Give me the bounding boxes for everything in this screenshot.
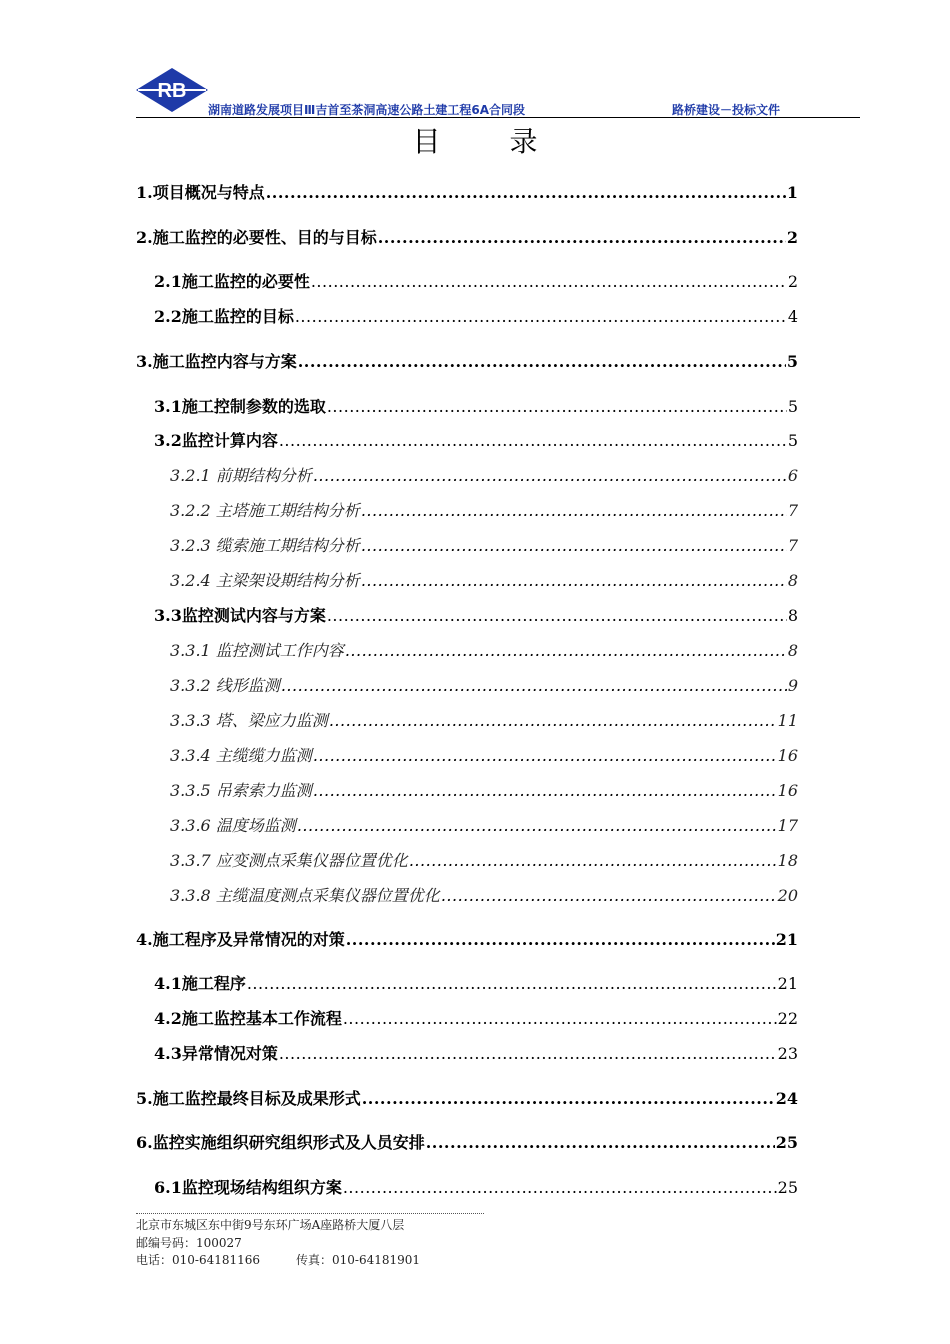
toc-entry[interactable] (154, 1006, 798, 1029)
toc-entry-page: 5 (787, 397, 798, 416)
toc-entry[interactable] (154, 269, 798, 292)
toc-entry[interactable] (154, 304, 798, 327)
toc-leader-dots (279, 1044, 777, 1063)
toc-entry-label: 3.3.4 主缆缆力监测 (170, 746, 312, 765)
toc-entry[interactable] (154, 603, 798, 626)
toc-entry[interactable] (154, 1175, 798, 1198)
toc-leader-dots (361, 536, 787, 555)
toc-entry-page: 8 (787, 606, 798, 625)
toc-leader-dots (362, 1089, 775, 1108)
toc-entry-label: 3.3监控测试内容与方案 (154, 606, 326, 625)
toc-leader-dots (279, 431, 787, 450)
toc-entry-page: 21 (777, 974, 798, 993)
toc-entry-label: 3.2.1 前期结构分析 (170, 466, 312, 485)
toc-entry-label: 3.2.3 缆索施工期结构分析 (170, 536, 360, 555)
toc-entry-label: 3.3.1 监控测试工作内容 (170, 641, 344, 660)
footer-address: 北京市东城区东中街9号东环广场A座路桥大厦八层 (136, 1218, 405, 1232)
toc-leader-dots (247, 974, 777, 993)
footer-fax: 传真：010-64181901 (296, 1253, 421, 1267)
toc-leader-dots (343, 1009, 777, 1028)
toc-entry[interactable] (154, 394, 798, 417)
toc-entry[interactable] (170, 883, 798, 906)
toc-entry[interactable] (154, 1041, 798, 1064)
toc-leader-dots (281, 676, 787, 695)
toc-entry-label: 3.2.4 主梁架设期结构分析 (170, 571, 360, 590)
toc-entry-page: 24 (775, 1089, 798, 1108)
toc-entry-page: 7 (787, 536, 798, 555)
toc-entry[interactable] (154, 428, 798, 451)
toc-leader-dots (295, 307, 787, 326)
toc-entry-label: 2.2施工监控的目标 (154, 307, 294, 326)
toc-entry-label: 4.施工程序及异常情况的对策 (136, 930, 345, 949)
toc-leader-dots (313, 466, 787, 485)
toc-entry[interactable] (170, 848, 798, 871)
toc-entry[interactable] (170, 568, 798, 591)
toc-entry-label: 1.项目概况与特点 (136, 183, 265, 202)
toc-entry-page: 16 (777, 781, 798, 800)
toc-entry-label: 4.2施工监控基本工作流程 (154, 1009, 342, 1028)
toc-entry-label: 3.3.3 塔、梁应力监测 (170, 711, 328, 730)
toc-entry-page: 9 (787, 676, 798, 695)
toc-entry-label: 3.1施工控制参数的选取 (154, 397, 326, 416)
toc-entry-label: 3.3.6 温度场监测 (170, 816, 296, 835)
toc-entry-label: 4.3异常情况对策 (154, 1044, 278, 1063)
toc-entry-page: 5 (787, 431, 798, 450)
toc-entry-label: 3.3.7 应变测点采集仪器位置优化 (170, 851, 408, 870)
toc-entry[interactable] (136, 927, 798, 950)
toc-leader-dots (378, 228, 786, 247)
header-project-name: 湖南道路发展项目Ⅲ吉首至茶洞高速公路土建工程6A合同段 (208, 103, 525, 117)
logo-text: RB (157, 80, 187, 102)
toc-entry-label: 2.施工监控的必要性、目的与目标 (136, 228, 377, 247)
toc-entry-page: 1 (786, 183, 798, 202)
toc-entry[interactable] (136, 349, 798, 372)
footer-postcode: 邮编号码：100027 (136, 1236, 242, 1250)
toc-entry[interactable] (170, 708, 798, 731)
toc-entry-page: 23 (777, 1044, 798, 1063)
footer-phone: 电话：010-64181166 (136, 1253, 261, 1267)
toc-entry-label: 3.2监控计算内容 (154, 431, 278, 450)
toc-entry-page: 7 (787, 501, 798, 520)
toc-entry-label: 2.1施工监控的必要性 (154, 272, 310, 291)
toc-entry-label: 3.3.8 主缆温度测点采集仪器位置优化 (170, 886, 440, 905)
toc-entry[interactable] (170, 463, 798, 486)
toc-entry-label: 3.施工监控内容与方案 (136, 352, 297, 371)
toc-leader-dots (327, 397, 787, 416)
header-document-type: 路桥建设－投标文件 (672, 103, 781, 117)
toc-entry-label: 3.3.5 吊索索力监测 (170, 781, 312, 800)
toc-leader-dots (329, 711, 777, 730)
toc-entry-page: 18 (777, 851, 798, 870)
toc-entry[interactable] (170, 673, 798, 696)
toc-leader-dots (266, 183, 786, 202)
toc-leader-dots (298, 352, 786, 371)
header-divider (136, 117, 860, 118)
toc-leader-dots (361, 501, 787, 520)
toc-entry-page: 8 (787, 571, 798, 590)
toc-entry[interactable] (170, 638, 798, 661)
page-title: 目 录 (412, 125, 568, 158)
toc-entry-page: 5 (786, 352, 798, 371)
toc-entry[interactable] (170, 498, 798, 521)
toc-entry-label: 4.1施工程序 (154, 974, 246, 993)
toc-entry-label: 3.2.2 主塔施工期结构分析 (170, 501, 360, 520)
toc-entry[interactable] (170, 813, 798, 836)
toc-entry-label: 3.3.2 线形监测 (170, 676, 280, 695)
toc-entry-page: 16 (777, 746, 798, 765)
toc-entry-page: 17 (777, 816, 798, 835)
toc-entry[interactable] (136, 180, 798, 203)
toc-entry[interactable] (170, 743, 798, 766)
toc-entry[interactable] (136, 1086, 798, 1109)
toc-leader-dots (313, 746, 777, 765)
toc-leader-dots (345, 641, 787, 660)
toc-leader-dots (426, 1133, 775, 1152)
toc-leader-dots (297, 816, 777, 835)
company-logo (134, 66, 210, 114)
toc-leader-dots (409, 851, 777, 870)
toc-entry-page: 25 (777, 1178, 798, 1197)
toc-entry-page: 8 (787, 641, 798, 660)
toc-entry-page: 6 (787, 466, 798, 485)
toc-entry-label: 6.1监控现场结构组织方案 (154, 1178, 342, 1197)
toc-entry[interactable] (136, 225, 798, 248)
toc-entry-page: 4 (787, 307, 798, 326)
toc-leader-dots (361, 571, 787, 590)
toc-entry-page: 21 (775, 930, 798, 949)
toc-leader-dots (343, 1178, 777, 1197)
toc-leader-dots (327, 606, 787, 625)
toc-entry[interactable] (170, 533, 798, 556)
footer-divider (136, 1213, 484, 1214)
toc-entry-label: 5.施工监控最终目标及成果形式 (136, 1089, 361, 1108)
toc-leader-dots (313, 781, 777, 800)
toc-entry-page: 20 (777, 886, 798, 905)
toc-leader-dots (441, 886, 777, 905)
toc-leader-dots (346, 930, 775, 949)
toc-entry-page: 25 (775, 1133, 798, 1152)
toc-entry-page: 2 (787, 272, 798, 291)
toc-entry[interactable] (136, 1130, 798, 1153)
toc-entry-label: 6.监控实施组织研究组织形式及人员安排 (136, 1133, 425, 1152)
toc-entry[interactable] (154, 971, 798, 994)
toc-entry-page: 11 (777, 711, 798, 730)
toc-leader-dots (311, 272, 787, 291)
toc-entry[interactable] (170, 778, 798, 801)
toc-entry-page: 2 (786, 228, 798, 247)
toc-entry-page: 22 (777, 1009, 798, 1028)
